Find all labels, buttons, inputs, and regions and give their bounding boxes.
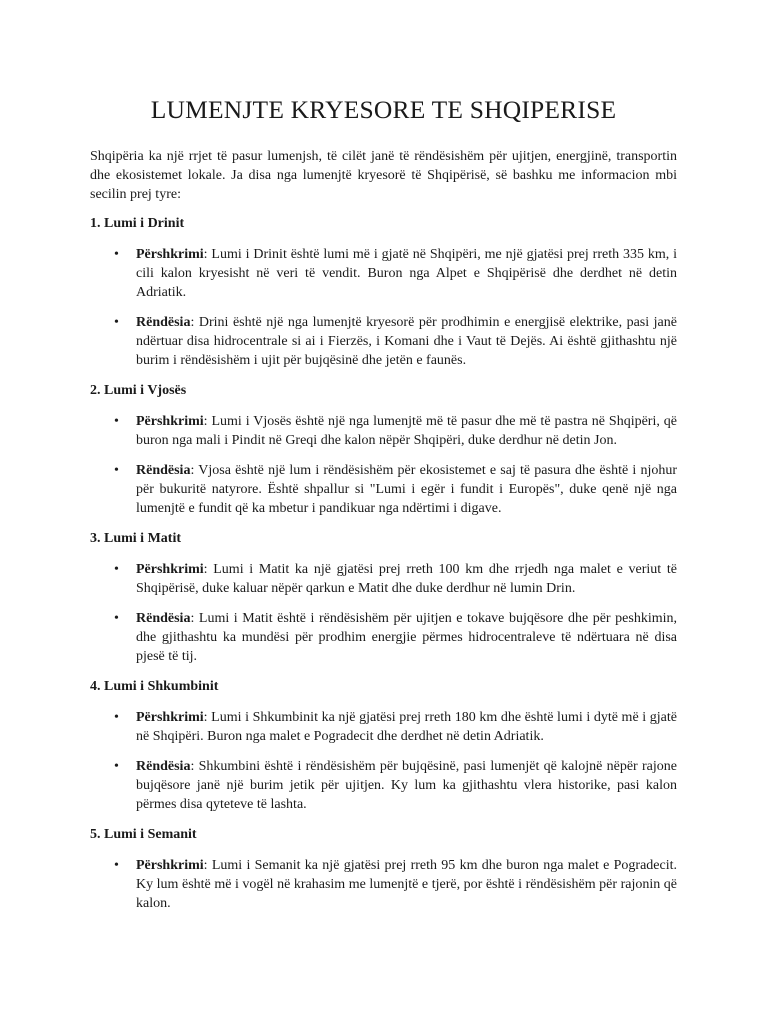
bullet-term: Përshkrimi <box>136 562 204 577</box>
bullet-term: Përshkrimi <box>136 710 204 725</box>
bullet-text: : Lumi i Shkumbinit ka një gjatësi prej rreth 180 km dhe është lumi i dytë më i gjatë në Shqipëri. Buron nga malet e Pogradecit dhe derdhet në detin Adriatik. <box>136 710 677 744</box>
river-section-mat <box>90 529 677 666</box>
bullet-list <box>90 412 677 518</box>
bullet-term: Përshkrimi <box>136 858 204 873</box>
bullet-term: Rëndësia <box>136 759 191 774</box>
bullet-text: : Lumi i Matit është i rëndësishëm për ujitjen e tokave bujqësore dhe për peshkimin, dhe gjithashtu ka mundësi për prodhim energjie përmes hidrocentraleve të ndërtuara në disa pjesë të tij. <box>136 611 677 664</box>
river-section-vjosa <box>90 381 677 518</box>
river-heading: 3. Lumi i Matit <box>90 531 181 546</box>
document-page <box>90 88 677 924</box>
bullet-item <box>90 856 677 913</box>
bullet-item <box>90 560 677 598</box>
river-heading: 2. Lumi i Vjosës <box>90 383 187 398</box>
bullet-text: : Lumi i Matit ka një gjatësi prej rreth 100 km dhe rrjedh nga malet e veriut të Shqipërisë, duke kaluar nëpër qarkun e Matit dhe duke derdhur në lumin Drin. <box>136 562 677 596</box>
bullet-text: : Vjosa është një lum i rëndësishëm për ekosistemet e saj të pasura dhe është i njohur për bukuritë natyrore. Është shpallur si "Lumi i egër i fundit i Europës", duke qenë një nga lumenjtë e fundit që ka mbetur i pandikuar nga ndërtimi i digave. <box>136 463 677 516</box>
bullet-text: : Lumi i Vjosës është një nga lumenjtë më të pasur dhe më të pastra në Shqipëri, që buron nga mali i Pindit në Greqi dhe kalon nëpër Shqipëri, duke derdhur në detin Jon. <box>136 414 677 448</box>
river-section-seman <box>90 825 677 913</box>
bullet-item <box>90 412 677 450</box>
bullet-list <box>90 708 677 814</box>
bullet-text: : Lumi i Drinit është lumi më i gjatë në Shqipëri, me një gjatësi prej rreth 335 km, i cili kalon kryesisht në veri të vendit. Buron nga Alpet e Shqipërisë dhe derdhet në detin Adriatik. <box>136 247 677 300</box>
bullet-list <box>90 856 677 913</box>
bullet-term: Rëndësia <box>136 315 191 330</box>
bullet-item <box>90 708 677 746</box>
bullet-item <box>90 757 677 814</box>
bullet-term: Përshkrimi <box>136 247 204 262</box>
river-heading: 4. Lumi i Shkumbinit <box>90 679 219 694</box>
bullet-term: Rëndësia <box>136 611 191 626</box>
river-heading: 5. Lumi i Semanit <box>90 827 197 842</box>
bullet-term: Përshkrimi <box>136 414 204 429</box>
bullet-text: : Lumi i Semanit ka një gjatësi prej rreth 95 km dhe buron nga malet e Pogradecit. Ky lum është më i vogël në krahasim me lumenjtë e tjerë, por është i rëndësishëm për rajonin që kalon. <box>136 858 677 911</box>
bullet-list <box>90 245 677 370</box>
bullet-list <box>90 560 677 666</box>
bullet-term: Rëndësia <box>136 463 191 478</box>
bullet-item <box>90 313 677 370</box>
bullet-item <box>90 609 677 666</box>
bullet-text: : Drini është një nga lumenjtë kryesorë për prodhimin e energjisë elektrike, pasi janë ndërtuar disa hidrocentrale si ai i Fierzës, i Komani dhe i Vaut të Dejës. Ai është gjithashtu një burim i rëndësishëm i ujit për bujqësinë dhe jetën e faunës. <box>136 315 677 368</box>
bullet-item <box>90 461 677 518</box>
bullet-text: : Shkumbini është i rëndësishëm për bujqësinë, pasi lumenjët që kalojnë nëpër rajone bujqësore janë një burim jetik për ujitjen. Ky lum ka gjithashtu vlera historike, pasi kalon përmes disa qyteteve të lashta. <box>136 759 677 812</box>
bullet-item <box>90 245 677 302</box>
river-section-shkumbin <box>90 677 677 814</box>
river-section-drin <box>90 214 677 370</box>
document-title: LUMENJTE KRYESORE TE SHQIPERISE <box>150 95 617 124</box>
river-heading: 1. Lumi i Drinit <box>90 216 185 231</box>
intro-paragraph: Shqipëria ka një rrjet të pasur lumenjsh, të cilët janë të rëndësishëm për ujitjen, energjinë, transportin dhe ekosistemet lokale. Ja disa nga lumenjtë kryesorë të Shqipërisë, së bashku me informacion mbi secilin prej tyre: <box>90 149 677 202</box>
